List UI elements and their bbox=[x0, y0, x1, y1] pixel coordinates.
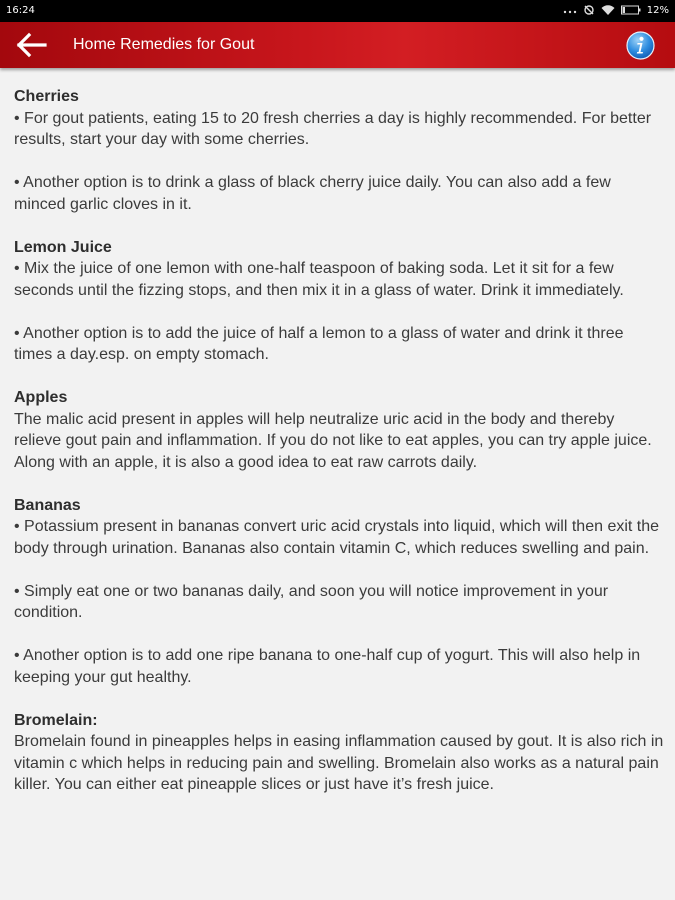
section-paragraph: • Another option is to drink a glass of black cherry juice daily. You can also add a few minced garlic cloves in it. bbox=[14, 174, 611, 213]
app-bar bbox=[0, 22, 675, 68]
notification-dots-icon bbox=[563, 5, 577, 15]
info-icon bbox=[626, 31, 655, 60]
remedy-section bbox=[14, 387, 664, 473]
page-title: Home Remedies for Gout bbox=[73, 36, 255, 53]
section-heading: Lemon Juice bbox=[14, 238, 112, 256]
section-paragraph: The malic acid present in apples will help neutralize uric acid in the body and thereby relieve gout pain and inflammation. If you do not like to eat apples, you can try apple juice. Along with an apple, it is also a good idea to eat raw carrots daily. bbox=[14, 410, 652, 471]
section-paragraph: • For gout patients, eating 15 to 20 fresh cherries a day is highly recommended. For better results, start your day with some cherries. bbox=[14, 109, 652, 148]
section-heading: Bananas bbox=[14, 496, 81, 514]
section-paragraph: • Mix the juice of one lemon with one-half teaspoon of baking soda. Let it sit for a few seconds until the fizzing stops, and then mix it in a glass of water. Drink it immediately. bbox=[14, 260, 624, 299]
remedy-section bbox=[14, 86, 664, 215]
arrow-left-icon bbox=[14, 32, 50, 58]
status-bar bbox=[0, 0, 675, 22]
section-heading: Cherries bbox=[14, 88, 79, 105]
status-time: 16:24 bbox=[6, 5, 35, 16]
section-paragraph: Bromelain found in pineapples helps in easing inflammation caused by gout. It is also rich in vitamin c which helps in reducing pain and swelling. Bromelain also works as a natural pain killer. You can either eat pineapple slices or just have it’s fresh juice. bbox=[14, 733, 664, 793]
section-paragraph: • Potassium present in bananas convert uric acid crystals into liquid, which will then exit the body through urination. Bananas also contain vitamin C, which reduces swelling and pain. bbox=[14, 518, 660, 557]
section-paragraph: • Another option is to add one ripe banana to one-half cup of yogurt. This will also help in keeping your gut healthy. bbox=[14, 647, 641, 686]
section-heading: Bromelain: bbox=[14, 711, 98, 729]
info-button[interactable] bbox=[626, 31, 655, 60]
section-paragraph: • Simply eat one or two bananas daily, and soon you will notice improvement in your condition. bbox=[14, 582, 609, 621]
status-icons bbox=[563, 4, 669, 16]
sync-icon bbox=[583, 4, 595, 16]
remedies-content bbox=[14, 86, 664, 817]
battery-icon bbox=[621, 5, 641, 15]
section-paragraph: • Another option is to add the juice of half a lemon to a glass of water and drink it three times a day.esp. on empty stomach. bbox=[14, 324, 624, 363]
battery-percent: 12% bbox=[646, 4, 669, 16]
remedy-section bbox=[14, 710, 664, 796]
wifi-icon bbox=[601, 5, 615, 16]
remedy-section bbox=[14, 495, 664, 689]
section-heading: Apples bbox=[14, 389, 68, 406]
back-button[interactable] bbox=[14, 32, 50, 58]
remedy-section bbox=[14, 237, 664, 366]
